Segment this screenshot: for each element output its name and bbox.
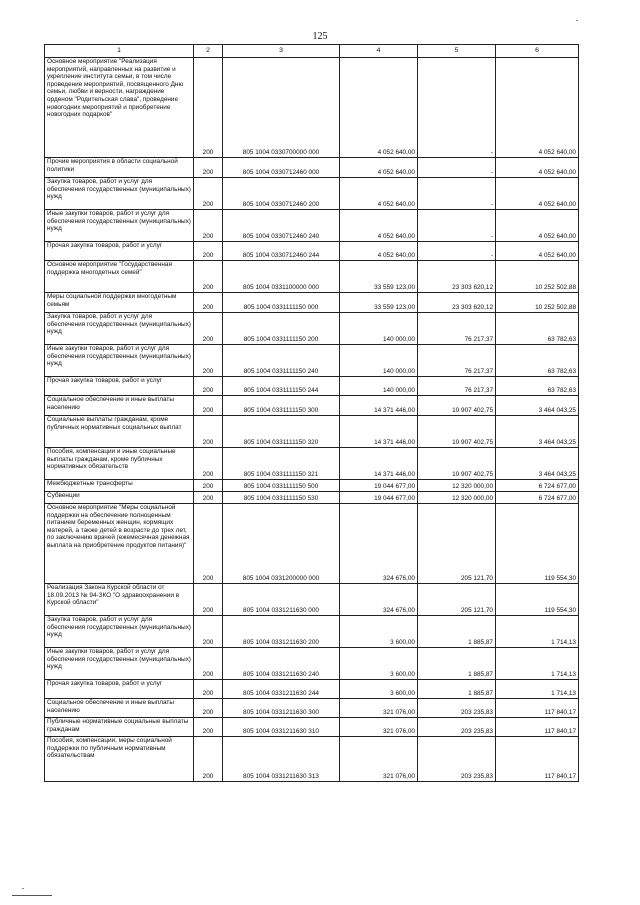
row-approved-cell: 140 000,00 [340, 377, 418, 396]
row-grbs-cell: 200 [194, 58, 223, 158]
row-name-cell: Меры социальной поддержки многодетным семьям [45, 293, 194, 313]
table-row [45, 584, 579, 616]
row-executed-cell: 12 320 000,00 [418, 492, 496, 504]
table-row [45, 680, 579, 699]
row-grbs-cell: 200 [194, 616, 223, 648]
scan-speck [576, 20, 578, 21]
row-executed-cell: 76 217,37 [418, 377, 496, 396]
row-unexecuted-cell: 1 714,13 [496, 648, 579, 680]
row-approved-cell: 4 052 640,00 [340, 158, 418, 178]
row-code-cell: 805 1004 0331111150 500 [223, 480, 340, 492]
row-approved-cell: 321 076,00 [340, 699, 418, 718]
table-row [45, 242, 579, 261]
row-code-cell: 805 1004 0331211630 000 [223, 584, 340, 616]
row-name-cell: Прочая закупка товаров, работ и услуг [45, 680, 194, 699]
page-number: 125 [312, 31, 328, 42]
row-unexecuted-cell: 1 714,13 [496, 680, 579, 699]
row-executed-cell: 205 121,70 [418, 584, 496, 616]
budget-table [44, 44, 579, 782]
row-grbs-cell: 200 [194, 313, 223, 345]
row-grbs-cell: 200 [194, 210, 223, 242]
row-grbs-cell: 200 [194, 242, 223, 261]
table-row [45, 58, 579, 158]
row-code-cell: 805 1004 0331200000 000 [223, 504, 340, 584]
row-code-cell: 805 1004 0331211630 313 [223, 737, 340, 782]
scan-speck [22, 888, 24, 889]
row-name-cell: Прочая закупка товаров, работ и услуг [45, 242, 194, 261]
row-executed-cell: 10 907 402,75 [418, 448, 496, 480]
row-approved-cell: 321 076,00 [340, 718, 418, 737]
row-unexecuted-cell: 4 052 640,00 [496, 210, 579, 242]
row-grbs-cell: 200 [194, 480, 223, 492]
row-name-cell: Социальное обеспечение и иные выплаты населению [45, 699, 194, 718]
row-unexecuted-cell: 63 782,63 [496, 345, 579, 377]
row-approved-cell: 140 000,00 [340, 345, 418, 377]
row-code-cell: 805 1004 0331111150 240 [223, 345, 340, 377]
row-executed-cell: 12 320 000,00 [418, 480, 496, 492]
row-unexecuted-cell: 4 052 640,00 [496, 178, 579, 210]
table-row [45, 737, 579, 782]
row-name-cell: Основное мероприятие "Реализация мероприятий, направленных на развитие и укрепление института семьи, в том числе проведение мероприятий, посвященного Дню семьи, любви и верности, награждение орденом "Родительская слава", проведение новогодних мероприятий и приобретение новогодних подарков" [45, 58, 194, 158]
row-executed-cell: 76 217,37 [418, 313, 496, 345]
row-approved-cell: 4 052 640,00 [340, 210, 418, 242]
row-code-cell: 805 1004 0331111150 321 [223, 448, 340, 480]
row-approved-cell: 3 600,00 [340, 648, 418, 680]
row-code-cell: 805 1004 0331211630 240 [223, 648, 340, 680]
row-executed-cell: 205 121,70 [418, 504, 496, 584]
row-unexecuted-cell: 3 464 043,25 [496, 416, 579, 448]
row-approved-cell: 14 371 446,00 [340, 396, 418, 416]
row-grbs-cell: 200 [194, 718, 223, 737]
row-executed-cell: - [418, 210, 496, 242]
row-name-cell: Пособия, компенсации, меры социальной поддержки по публичным нормативным обязательствам [45, 737, 194, 782]
table-row [45, 699, 579, 718]
row-name-cell: Прочая закупка товаров, работ и услуг [45, 377, 194, 396]
row-code-cell: 805 1004 0331100000 000 [223, 261, 340, 293]
row-code-cell: 805 1004 0331211630 244 [223, 680, 340, 699]
row-code-cell: 805 1004 0331211630 200 [223, 616, 340, 648]
row-unexecuted-cell: 117 840,17 [496, 699, 579, 718]
row-grbs-cell: 200 [194, 680, 223, 699]
row-unexecuted-cell: 63 782,63 [496, 313, 579, 345]
row-code-cell: 805 1004 0330700000 000 [223, 58, 340, 158]
row-executed-cell: 1 885,87 [418, 616, 496, 648]
row-code-cell: 805 1004 0331111150 320 [223, 416, 340, 448]
table-row [45, 210, 579, 242]
row-executed-cell: 203 235,83 [418, 699, 496, 718]
row-executed-cell: - [418, 58, 496, 158]
row-name-cell: Реализация Закона Курской области от 18.09.2013 № 94-ЗКО "О здравоохранении в Курской области" [45, 584, 194, 616]
row-approved-cell: 4 052 640,00 [340, 242, 418, 261]
row-grbs-cell: 200 [194, 377, 223, 396]
row-grbs-cell: 200 [194, 584, 223, 616]
row-name-cell: Закупка товаров, работ и услуг для обеспечения государственных (муниципальных) нужд [45, 178, 194, 210]
table-row [45, 648, 579, 680]
row-approved-cell: 321 076,00 [340, 737, 418, 782]
header-cell-6: 6 [496, 45, 579, 58]
row-unexecuted-cell: 10 252 502,88 [496, 261, 579, 293]
row-executed-cell: 10 907 402,75 [418, 396, 496, 416]
row-name-cell: Субвенции [45, 492, 194, 504]
header-cell-2: 2 [194, 45, 223, 58]
row-grbs-cell: 200 [194, 158, 223, 178]
row-name-cell: Иные закупки товаров, работ и услуг для обеспечения государственных (муниципальных) нужд [45, 210, 194, 242]
row-name-cell: Пособия, компенсации и иные социальные выплаты гражданам, кроме публичных нормативных обязательств [45, 448, 194, 480]
table-row [45, 293, 579, 313]
row-unexecuted-cell: 119 554,30 [496, 504, 579, 584]
row-code-cell: 805 1004 0330712460 000 [223, 158, 340, 178]
row-executed-cell: 23 303 620,12 [418, 261, 496, 293]
row-executed-cell: 203 235,83 [418, 718, 496, 737]
table-row [45, 345, 579, 377]
row-executed-cell: 203 235,83 [418, 737, 496, 782]
row-approved-cell: 324 676,00 [340, 584, 418, 616]
row-executed-cell: - [418, 242, 496, 261]
row-code-cell: 805 1004 0331111150 000 [223, 293, 340, 313]
row-unexecuted-cell: 6 724 677,00 [496, 480, 579, 492]
row-grbs-cell: 200 [194, 178, 223, 210]
row-grbs-cell: 200 [194, 416, 223, 448]
row-grbs-cell: 200 [194, 261, 223, 293]
row-name-cell: Социальные выплаты гражданам, кроме публичных нормативных социальных выплат [45, 416, 194, 448]
row-executed-cell: 1 885,87 [418, 648, 496, 680]
table-row [45, 396, 579, 416]
row-name-cell: Социальное обеспечение и иные выплаты населению [45, 396, 194, 416]
row-name-cell: Прочие мероприятия в области социальной политики [45, 158, 194, 178]
row-code-cell: 805 1004 0331211630 310 [223, 718, 340, 737]
row-grbs-cell: 200 [194, 293, 223, 313]
row-code-cell: 805 1004 0331111150 200 [223, 313, 340, 345]
row-grbs-cell: 200 [194, 492, 223, 504]
table-row [45, 158, 579, 178]
row-name-cell: Иные закупки товаров, работ и услуг для обеспечения государственных (муниципальных) нужд [45, 345, 194, 377]
row-approved-cell: 19 044 677,00 [340, 480, 418, 492]
row-grbs-cell: 200 [194, 448, 223, 480]
row-unexecuted-cell: 1 714,13 [496, 616, 579, 648]
row-code-cell: 805 1004 0330712460 244 [223, 242, 340, 261]
row-approved-cell: 3 600,00 [340, 616, 418, 648]
row-unexecuted-cell: 10 252 502,88 [496, 293, 579, 313]
row-approved-cell: 324 676,00 [340, 504, 418, 584]
header-cell-4: 4 [340, 45, 418, 58]
row-grbs-cell: 200 [194, 648, 223, 680]
row-name-cell: Публичные нормативные социальные выплаты гражданам [45, 718, 194, 737]
row-approved-cell: 14 371 446,00 [340, 416, 418, 448]
row-approved-cell: 3 600,00 [340, 680, 418, 699]
table-row [45, 448, 579, 480]
row-executed-cell: 76 217,37 [418, 345, 496, 377]
row-grbs-cell: 200 [194, 737, 223, 782]
table-row [45, 261, 579, 293]
row-code-cell: 805 1004 0331211630 300 [223, 699, 340, 718]
row-executed-cell: - [418, 178, 496, 210]
table-row [45, 416, 579, 448]
table-row [45, 616, 579, 648]
row-unexecuted-cell: 3 464 043,25 [496, 448, 579, 480]
row-approved-cell: 14 371 446,00 [340, 448, 418, 480]
row-grbs-cell: 200 [194, 396, 223, 416]
row-name-cell: Закупка товаров, работ и услуг для обеспечения государственных (муниципальных) нужд [45, 313, 194, 345]
row-unexecuted-cell: 4 052 640,00 [496, 158, 579, 178]
table-row [45, 492, 579, 504]
table-row [45, 504, 579, 584]
table-row [45, 377, 579, 396]
row-unexecuted-cell: 6 724 677,00 [496, 492, 579, 504]
header-row [45, 45, 579, 58]
footer-rule [12, 895, 52, 896]
row-code-cell: 805 1004 0330712460 200 [223, 178, 340, 210]
row-approved-cell: 19 044 677,00 [340, 492, 418, 504]
row-executed-cell: 23 303 620,12 [418, 293, 496, 313]
table-row [45, 178, 579, 210]
row-unexecuted-cell: 117 840,17 [496, 718, 579, 737]
header-cell-1: 1 [45, 45, 194, 58]
table-row [45, 718, 579, 737]
table-row [45, 313, 579, 345]
row-grbs-cell: 200 [194, 504, 223, 584]
header-cell-5: 5 [418, 45, 496, 58]
row-approved-cell: 33 559 123,00 [340, 261, 418, 293]
row-executed-cell: 1 885,87 [418, 680, 496, 699]
row-name-cell: Основное мероприятие "Меры социальной поддержки на обеспечение полноценным питанием беременных женщин, кормящих матерей, а также детей в возрасте до трех лет, по заключению врачей (ежемесячная денежная выплата на приобретение продуктов питания)" [45, 504, 194, 584]
row-name-cell: Иные закупки товаров, работ и услуг для обеспечения государственных (муниципальных) нужд [45, 648, 194, 680]
row-unexecuted-cell: 117 840,17 [496, 737, 579, 782]
row-grbs-cell: 200 [194, 699, 223, 718]
row-code-cell: 805 1004 0330712460 240 [223, 210, 340, 242]
header-cell-3: 3 [223, 45, 340, 58]
row-unexecuted-cell: 3 464 043,25 [496, 396, 579, 416]
row-code-cell: 805 1004 0331111150 530 [223, 492, 340, 504]
row-code-cell: 805 1004 0331111150 300 [223, 396, 340, 416]
row-approved-cell: 4 052 640,00 [340, 58, 418, 158]
row-approved-cell: 4 052 640,00 [340, 178, 418, 210]
row-name-cell: Основное мероприятие "Государственная поддержка многодетных семей" [45, 261, 194, 293]
row-approved-cell: 140 000,00 [340, 313, 418, 345]
row-name-cell: Закупка товаров, работ и услуг для обеспечения государственных (муниципальных) нужд [45, 616, 194, 648]
row-approved-cell: 33 559 123,00 [340, 293, 418, 313]
row-code-cell: 805 1004 0331111150 244 [223, 377, 340, 396]
row-unexecuted-cell: 119 554,30 [496, 584, 579, 616]
row-unexecuted-cell: 63 782,63 [496, 377, 579, 396]
row-unexecuted-cell: 4 052 640,00 [496, 58, 579, 158]
row-unexecuted-cell: 4 052 640,00 [496, 242, 579, 261]
row-name-cell: Межбюджетные трансферты [45, 480, 194, 492]
row-executed-cell: - [418, 158, 496, 178]
table-row [45, 480, 579, 492]
row-executed-cell: 10 907 402,75 [418, 416, 496, 448]
row-grbs-cell: 200 [194, 345, 223, 377]
